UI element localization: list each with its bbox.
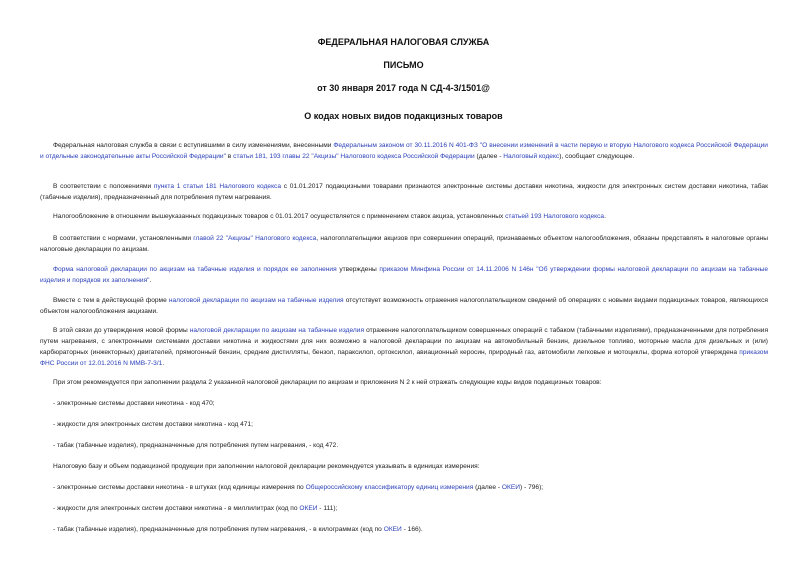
paragraph-text: . [149,277,152,284]
paragraph-text: утверждены [336,266,380,273]
paragraph-text: ) - 796); [520,484,544,491]
paragraph-text: (далее - [474,153,504,160]
agency-title: ФЕДЕРАЛЬНАЯ НАЛОГОВАЯ СЛУЖБА [317,37,490,47]
paragraph-text: - электронные системы доставки никотина - в штуках (код единицы измерения по [53,484,306,491]
paragraph-text: В соответствии с нормами, установленными [53,235,194,242]
paragraph-text: отражение налогоплательщиком совершенных операций с табаком (табачными изделиями), предназначенными для потребления путем нагревания, с электронными системами доставки никотина и жидкостями для них возможно в налоговой декларации по акцизам на автомобильный бензин, дизельное топливо, моторные масла для дизельных и (или) карбюраторных (инжекторных) двигателей, прямогонный бензин, средние дистилляты, бензол, параксилол, ортоксилол, авиационный керосин, природный газ, автомобили легковые и мотоциклы, форма которой утверждена [40,327,769,356]
legal-reference-link[interactable]: главой 22 "Акцизы" Налогового кодекса [193,235,317,242]
paragraph-8 [40,377,768,388]
legal-reference-link[interactable]: Общероссийскому классификатору единиц измерения [305,484,474,491]
paragraph-text: отсутствует возможность отражения налогоплательщиком сведений об операциях с новыми видами подакцизных товаров, являющихся объектом налогообложения акцизами. [40,297,768,315]
paragraph-6 [40,295,768,317]
legal-reference-link[interactable]: Форма налоговой декларации по акцизам на табачные изделия и порядок ее заполнения [53,266,337,273]
paragraph-text: . [604,213,606,220]
legal-reference-link[interactable]: приказом Минфина России от 14.11.2006 N 146н "Об утверждении формы налоговой декларации по акцизам на табачные изделия и порядков их заполнения" [40,266,768,284]
paragraph-text: . [162,360,165,367]
paragraph-text: - жидкости для электронных систем доставки никотина - в миллилитрах (код по [53,505,300,512]
paragraph-text: Федеральная налоговая служба в связи с вступившими в силу изменениями, внесенными [53,142,334,149]
paragraph-text: ), сообщает следующее. [559,153,635,160]
document-subject: О кодах новых видов подакцизных товаров [304,111,503,121]
legal-reference-link[interactable]: ОКЕИ [383,526,402,533]
paragraph-text: - 166). [401,526,423,533]
paragraph-text: В соответствии с положениями [53,183,154,190]
paragraph-text: в [225,153,234,160]
legal-reference-link[interactable]: налоговой декларации по акцизам на табачные изделия [189,327,365,334]
paragraph-text: - 111); [317,505,338,512]
legal-reference-link[interactable]: налоговой декларации по акцизам на табачные изделия [168,297,344,304]
paragraph-text: В этой связи до утверждения новой формы [53,327,190,334]
paragraph-3 [40,211,768,222]
units-intro: Налоговую базу и объем подакцизной продукции при заполнении налоговой декларации рекомендуется указывать в единицах измерения: [53,463,480,470]
legal-reference-link[interactable]: Федеральным законом от 30.11.2016 N 401-ФЗ "О внесении изменений в части первую и вторую Налогового кодекса Российской Федерации и отдельные законодательные акты Российской Федерации" [40,142,768,160]
legal-reference-link[interactable]: пункта 1 статьи 181 Налогового кодекса [153,183,282,190]
paragraph-text: - табак (табачные изделия), предназначенные для потребления путем нагревания, - в килограммах (код по [53,526,384,533]
paragraph-2 [40,181,768,203]
paragraph-7 [40,325,768,369]
code-item-472: - табак (табачные изделия), предназначенные для потребления путем нагревания, - код 472. [53,442,339,449]
legal-reference-link[interactable]: Налоговый кодекс [503,153,560,160]
paragraph-4 [40,233,768,255]
paragraph-text: При этом рекомендуется при заполнении раздела 2 указанной налоговой декларации по акцизам и приложения N 2 к ней отражать следующие коды видов подакцизных товаров: [53,379,602,386]
unit-item-kilograms [53,524,423,535]
code-item-470: - электронные системы доставки никотина - код 470; [53,400,215,407]
code-item-471: - жидкости для электронных систем доставки никотина - код 471; [53,421,253,428]
paragraph-text: (далее - [473,484,502,491]
paragraph-1 [40,140,768,162]
unit-item-milliliters [53,503,337,514]
paragraph-text: Вместе с тем в действующей форме [53,297,169,304]
unit-item-pieces [53,482,543,493]
legal-reference-link[interactable]: ОКЕИ [501,484,521,491]
legal-reference-link[interactable]: ОКЕИ [299,505,318,512]
legal-reference-link[interactable]: статьей 193 Налогового кодекса [505,213,605,220]
document-type: ПИСЬМО [383,60,424,70]
document-date-number: от 30 января 2017 года N СД-4-3/1501@ [317,83,490,93]
paragraph-text: с 01.01.2017 подакцизными товарами признаются электронные системы доставки никотина, жидкости для электронных систем доставки никотина, табак (табачные изделия), предназначенный для потребления путем нагревания. [40,183,768,201]
paragraph-5 [40,264,768,286]
legal-reference-link[interactable]: статьи 181, 193 главы 22 "Акцизы" Налогового кодекса Российской Федерации [233,153,475,160]
legal-reference-link[interactable]: приказом ФНС России от 12.01.2016 N ММВ-7-3/1 [40,349,768,367]
paragraph-text: Налогообложение в отношении вышеуказанных подакцизных товаров с 01.01.2017 осуществляется с применением ставок акциза, установленных [53,213,506,220]
paragraph-text: , налогоплательщики акцизов при совершении операций, признаваемых объектом налогообложения, обязаны представлять в налоговые органы налоговые декларации по акцизам. [40,235,768,253]
